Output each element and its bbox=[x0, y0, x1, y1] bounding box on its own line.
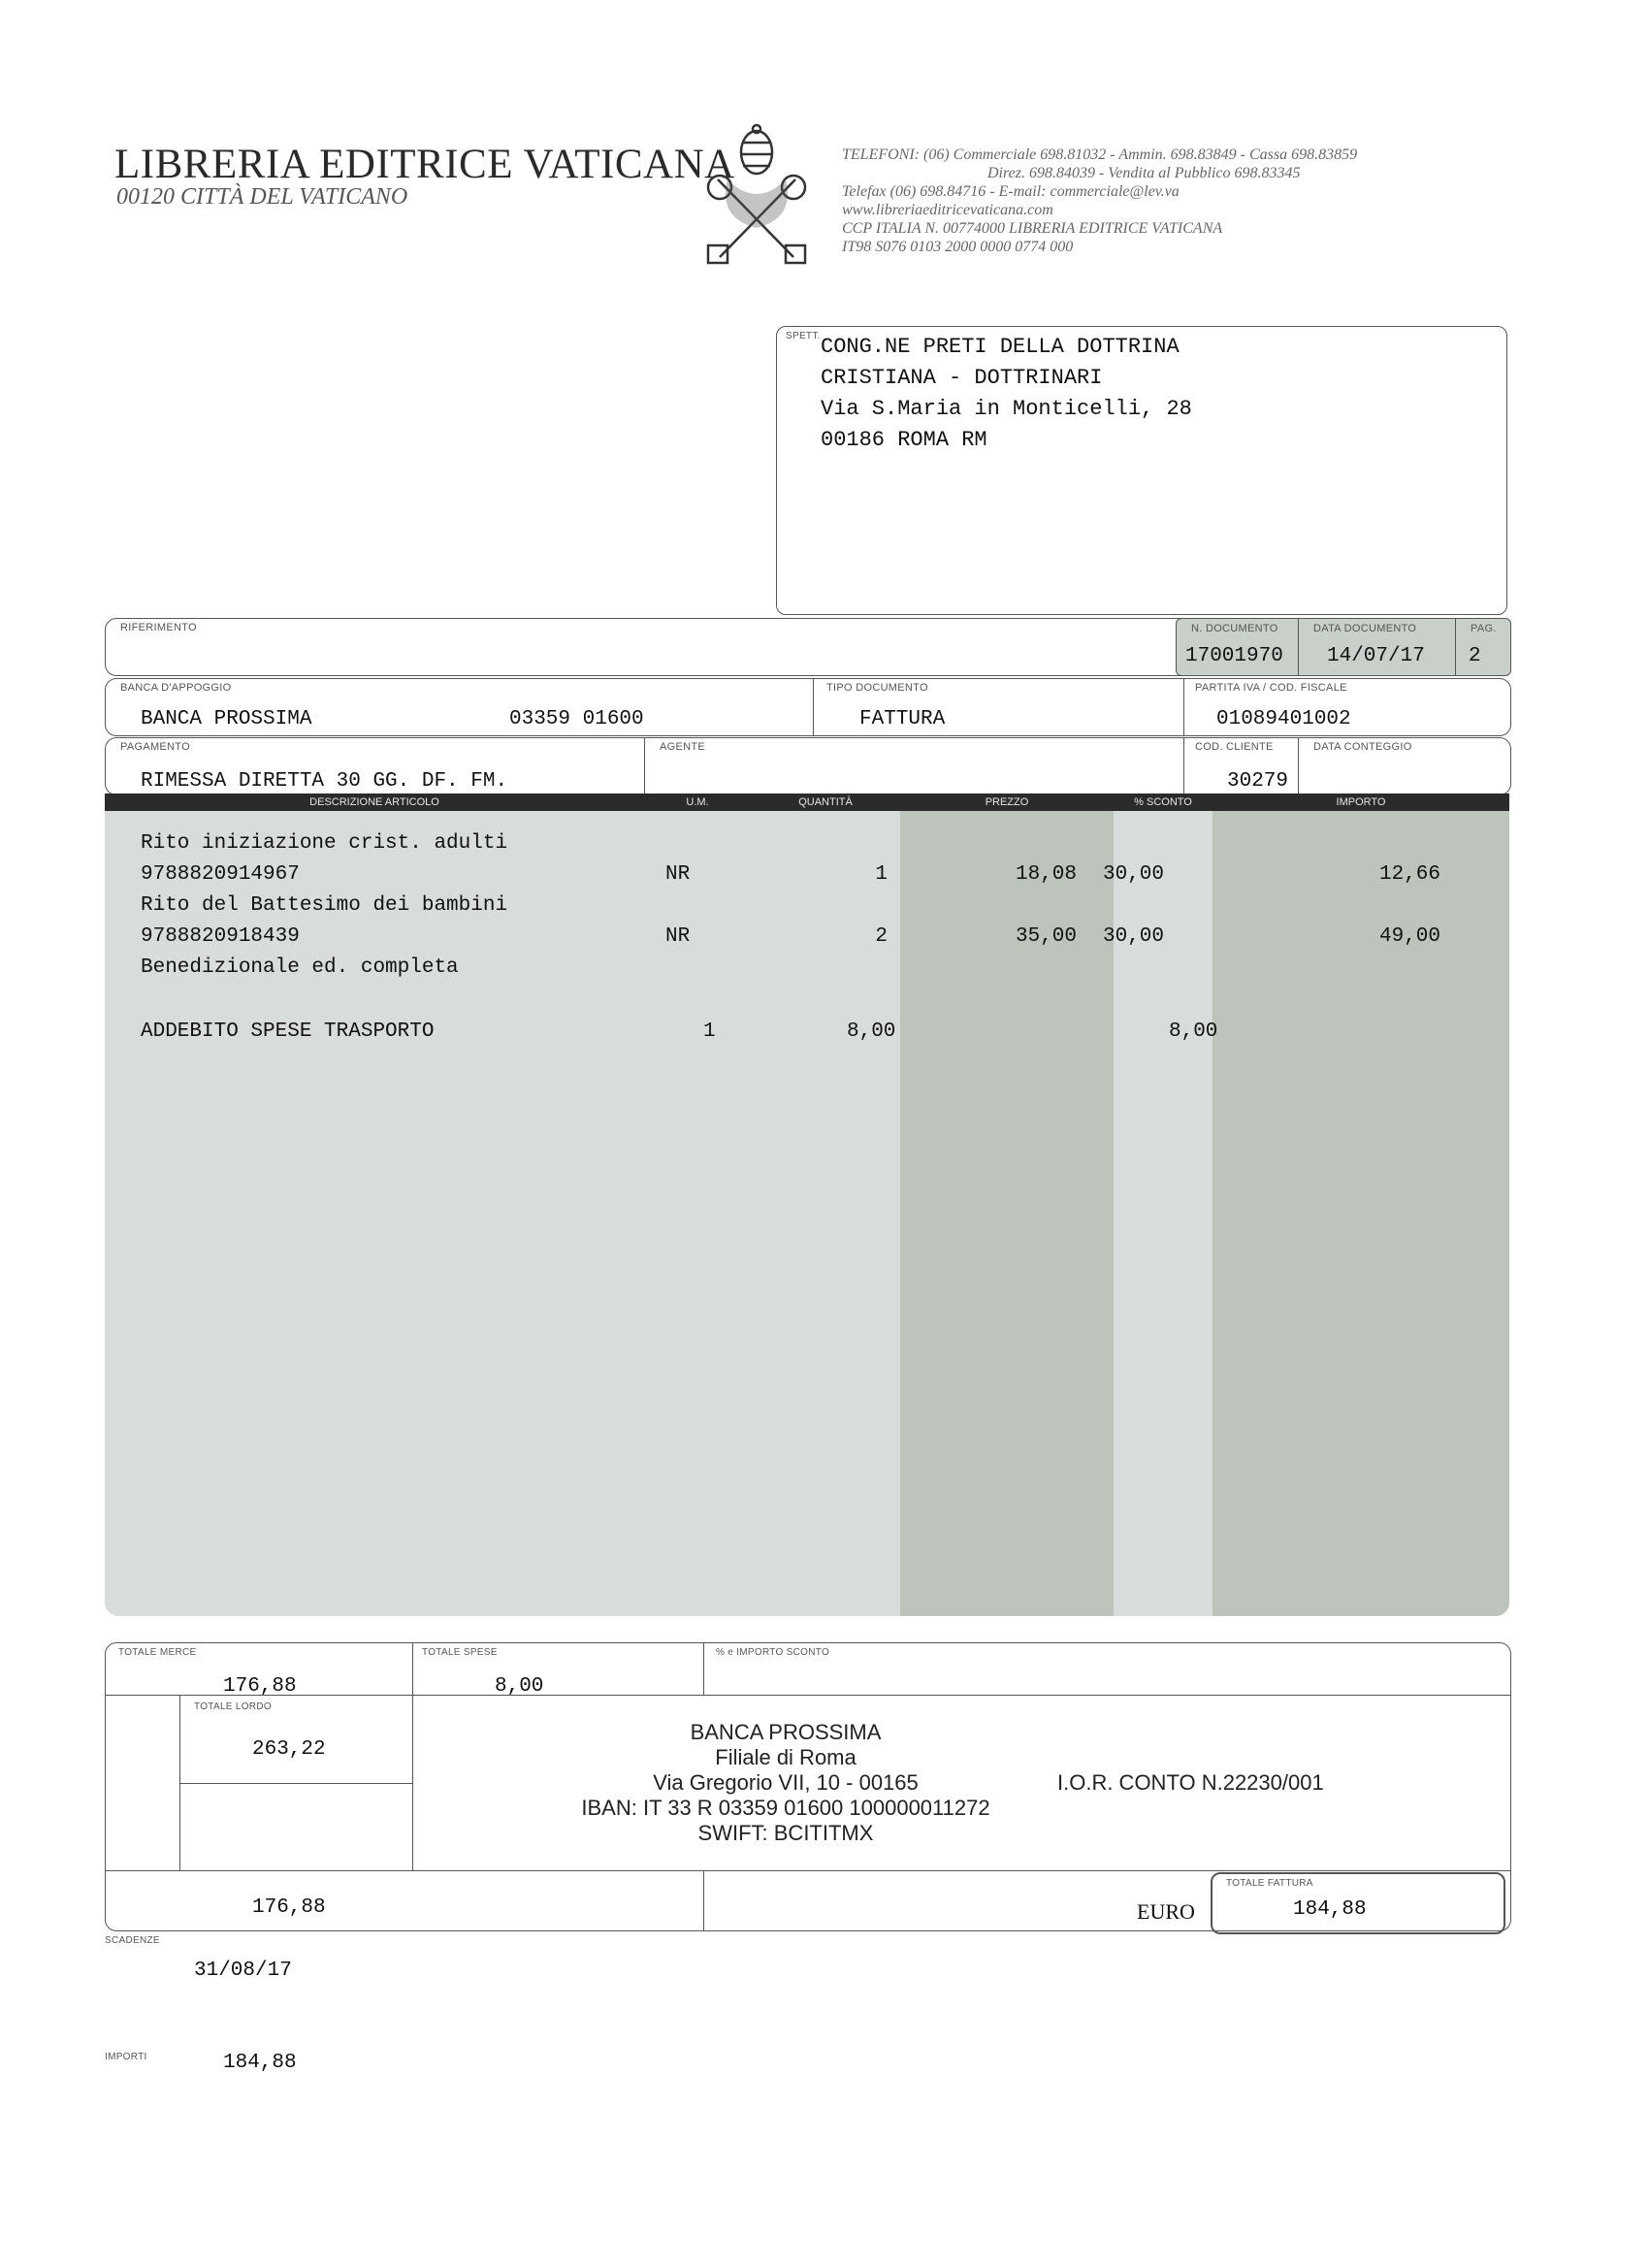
contact-line: www.libreriaeditricevaticana.com bbox=[842, 202, 1053, 218]
cod-cliente: 30279 bbox=[1227, 770, 1289, 793]
contact-line: CCP ITALIA N. 00774000 LIBRERIA EDITRICE VATICANA bbox=[842, 220, 1223, 237]
scadenza-date: 31/08/17 bbox=[194, 1960, 292, 1982]
recipient-address bbox=[821, 332, 1192, 456]
col-sconto: % SCONTO bbox=[1134, 796, 1192, 808]
item-isbn: 9788820918439 bbox=[141, 925, 300, 948]
recipient-line: Via S.Maria in Monticelli, 28 bbox=[821, 397, 1192, 421]
pagamento-label: PAGAMENTO bbox=[120, 741, 190, 753]
company-address: 00120 CITTÀ DEL VATICANO bbox=[116, 184, 408, 210]
pagamento-value: RIMESSA DIRETTA 30 GG. DF. FM. bbox=[141, 770, 508, 793]
col-um: U.M. bbox=[686, 796, 709, 808]
item-um: NR bbox=[665, 925, 691, 948]
transport-amount: 8,00 bbox=[1169, 1021, 1218, 1043]
contact-line: IT98 S076 0103 2000 0000 0774 000 bbox=[842, 239, 1074, 255]
item-description: Rito del Battesimo dei bambini bbox=[141, 894, 508, 917]
bank-swift: SWIFT: BCITITMX bbox=[697, 1821, 874, 1845]
recipient-label: SPETT. bbox=[786, 331, 821, 341]
transport-price: 8,00 bbox=[847, 1021, 896, 1043]
bank-name: BANCA PROSSIMA bbox=[690, 1720, 882, 1744]
recipient-line: 00186 ROMA RM bbox=[821, 428, 987, 452]
data-conteggio-label: DATA CONTEGGIO bbox=[1313, 741, 1412, 753]
data-documento: 14/07/17 bbox=[1327, 645, 1425, 667]
totale-fattura: 184,88 bbox=[1293, 1898, 1367, 1921]
totale-spese-label: TOTALE SPESE bbox=[422, 1647, 498, 1658]
vatican-emblem-icon bbox=[698, 121, 815, 276]
partita-iva-label: PARTITA IVA / COD. FISCALE bbox=[1195, 682, 1347, 694]
item-discount: 30,00 bbox=[1103, 925, 1165, 948]
item-discount: 30,00 bbox=[1103, 863, 1165, 886]
item-isbn: 9788820914967 bbox=[141, 863, 300, 886]
n-documento-label: N. DOCUMENTO bbox=[1191, 623, 1278, 634]
item-price: 18,08 bbox=[1015, 863, 1077, 886]
price-column-shade bbox=[900, 794, 1114, 1616]
company-name: LIBRERIA EDITRICE VATICANA bbox=[114, 142, 735, 187]
page-number: 2 bbox=[1469, 645, 1481, 667]
item-amount: 49,00 bbox=[1378, 925, 1440, 948]
col-descrizione: DESCRIZIONE ARTICOLO bbox=[309, 796, 439, 808]
ior-account: I.O.R. CONTO N.22230/001 bbox=[1057, 1770, 1324, 1795]
item-amount: 12,66 bbox=[1378, 863, 1440, 886]
item-price: 35,00 bbox=[1015, 925, 1077, 948]
totale-merce: 176,88 bbox=[223, 1675, 297, 1698]
transport-qty: 1 bbox=[703, 1021, 716, 1043]
agente-label: AGENTE bbox=[660, 741, 706, 753]
item-description: Benedizionale ed. completa bbox=[141, 956, 459, 979]
totale-spese: 8,00 bbox=[495, 1675, 544, 1698]
cod-cliente-label: COD. CLIENTE bbox=[1195, 741, 1274, 753]
imponibile: 176,88 bbox=[252, 1896, 326, 1919]
banca-label: BANCA D'APPOGGIO bbox=[120, 682, 232, 694]
bank-address: Via Gregorio VII, 10 - 00165 bbox=[653, 1770, 919, 1795]
totale-lordo-label: TOTALE LORDO bbox=[194, 1701, 272, 1712]
tipo-documento: FATTURA bbox=[859, 708, 946, 730]
totale-lordo: 263,22 bbox=[252, 1738, 326, 1761]
totale-merce-label: TOTALE MERCE bbox=[118, 1647, 197, 1658]
bank-branch: Filiale di Roma bbox=[715, 1745, 857, 1769]
col-importo: IMPORTO bbox=[1336, 796, 1386, 808]
col-quantita: QUANTITÀ bbox=[798, 796, 853, 808]
importi-label: IMPORTI bbox=[105, 2052, 147, 2062]
partita-iva: 01089401002 bbox=[1216, 708, 1351, 730]
sconto-label: % e IMPORTO SCONTO bbox=[716, 1647, 830, 1658]
contact-line: TELEFONI: (06) Commerciale 698.81032 - Ammin. 698.83849 - Cassa 698.83859 bbox=[842, 146, 1358, 163]
tipo-documento-label: TIPO DOCUMENTO bbox=[826, 682, 928, 694]
recipient-line: CONG.NE PRETI DELLA DOTTRINA bbox=[821, 335, 1180, 359]
currency: EURO bbox=[1137, 1899, 1195, 1924]
contact-line: Telefax (06) 698.84716 - E-mail: commerciale@lev.va bbox=[842, 183, 1180, 200]
transport-description: ADDEBITO SPESE TRASPORTO bbox=[141, 1021, 435, 1043]
banca-codes: 03359 01600 bbox=[509, 708, 644, 730]
items-table bbox=[105, 794, 1509, 1616]
bank-iban: IBAN: IT 33 R 03359 01600 100000011272 bbox=[581, 1796, 990, 1820]
data-documento-label: DATA DOCUMENTO bbox=[1313, 623, 1417, 634]
item-um: NR bbox=[665, 863, 691, 886]
item-description: Rito iniziazione crist. adulti bbox=[141, 832, 508, 855]
n-documento: 17001970 bbox=[1185, 645, 1283, 667]
recipient-line: CRISTIANA - DOTTRINARI bbox=[821, 366, 1103, 390]
col-prezzo: PREZZO bbox=[985, 796, 1029, 808]
banca-name: BANCA PROSSIMA bbox=[141, 708, 312, 730]
scadenza-amount: 184,88 bbox=[223, 2052, 297, 2074]
table-header bbox=[105, 794, 1509, 811]
riferimento-label: RIFERIMENTO bbox=[120, 622, 197, 633]
contact-line: Direz. 698.84039 - Vendita al Pubblico 698.83345 bbox=[987, 165, 1301, 181]
pag-label: PAG. bbox=[1471, 623, 1497, 634]
item-qty: 1 bbox=[875, 863, 888, 886]
scadenze-label: SCADENZE bbox=[105, 1935, 160, 1946]
amount-column-shade bbox=[1212, 794, 1509, 1616]
totale-fattura-label: TOTALE FATTURA bbox=[1226, 1878, 1313, 1889]
item-qty: 2 bbox=[875, 925, 888, 948]
contact-block bbox=[842, 146, 1357, 256]
